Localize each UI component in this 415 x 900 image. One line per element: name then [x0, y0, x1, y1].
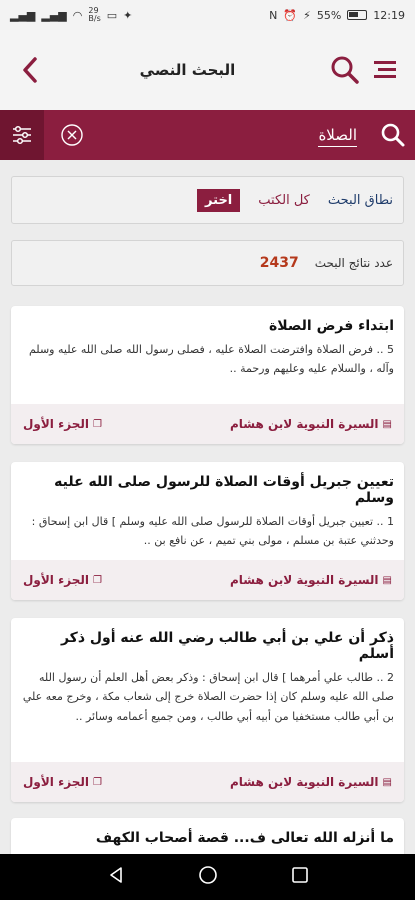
nfc-icon: N — [269, 8, 278, 22]
result-snippet: 5 .. فرض الصلاة وافترضت الصلاة عليه ، فصلى رسول الله صلى الله عليه وسلم وآله ، والسلام عليه وعليهم ورحمة .. — [28, 343, 394, 376]
chevron-left-icon — [19, 55, 41, 85]
signal-icon: ▂▄▆ — [41, 8, 67, 22]
screen-icon: ▭ — [106, 8, 118, 22]
search-input[interactable] — [84, 126, 371, 144]
search-submit-button[interactable] — [371, 122, 415, 148]
result-book[interactable] — [230, 573, 392, 587]
result-card[interactable] — [11, 306, 404, 444]
search-query-text: الصلاة — [318, 126, 357, 147]
recents-nav-button[interactable] — [290, 865, 310, 889]
search-icon — [330, 55, 360, 85]
result-part[interactable] — [23, 775, 102, 789]
result-footer — [11, 560, 404, 600]
page-title: البحث النصي — [139, 61, 236, 79]
back-button[interactable] — [12, 52, 48, 88]
data-speed: 29 B/s — [88, 6, 101, 23]
result-title: ابتداء فرض الصلاة — [268, 318, 394, 334]
search-scope — [11, 176, 404, 224]
battery-icon — [347, 10, 367, 20]
clock: 12:19 — [373, 8, 405, 22]
app-bar — [0, 30, 415, 110]
recents-nav-icon — [290, 865, 310, 885]
scope-choose-button[interactable]: اختر — [197, 189, 240, 212]
results-count-value: 2437 — [259, 255, 299, 271]
wifi-icon: ◠ — [72, 8, 83, 22]
status-bar — [0, 0, 415, 30]
open-book-icon: ❐ — [92, 776, 102, 788]
book-icon: ▤ — [382, 776, 392, 788]
home-nav-button[interactable] — [197, 864, 219, 890]
book-icon: ▤ — [382, 418, 392, 430]
scope-option-all-books[interactable]: كل الكتب — [258, 192, 310, 208]
signal-icon: ⚡ — [303, 8, 311, 22]
result-snippet: 2 .. طالب علي أمرهما ] قال ابن إسحاق : وذكر بعض أهل العلم أن رسول الله صلى الله عليه وسلم كان إذا حضرت الصلاة خرج إلى شعاب مكة ، وخرج معه علي بن أبي طالب مستخفيا من أبيه أبي طالب ، ومن جميع أعمامه وسائر .. — [22, 671, 394, 723]
twitter-icon: ✦ — [123, 8, 133, 22]
result-book[interactable] — [230, 417, 392, 431]
result-part-name: الجزء الأول — [23, 417, 89, 431]
result-title: تعيين جبريل أوقات الصلاة للرسول صلى الله عليه وسلم — [54, 474, 394, 506]
result-snippet: 1 .. تعيين جبريل أوقات الصلاة للرسول صلى الله عليه وسلم ] قال ابن إسحاق : وحدثني عتبة بن مسلم ، مولى بني تميم ، عن نافع بن .. — [31, 515, 394, 548]
signal-icon: ▂▄▆ — [10, 8, 36, 22]
search-bar — [0, 110, 415, 160]
close-circle-icon — [60, 123, 84, 147]
result-title: ما أنزله الله تعالى ف... قصة أصحاب الكهف — [95, 830, 394, 846]
result-part-name: الجزء الأول — [23, 775, 89, 789]
result-title: ذكر أن علي بن أبي طالب رضي الله عنه أول ذكر أسلم — [60, 630, 394, 662]
result-card[interactable] — [11, 462, 404, 600]
result-part[interactable] — [23, 573, 102, 587]
back-nav-button[interactable] — [106, 865, 126, 889]
home-nav-icon — [197, 864, 219, 886]
results-count-label: عدد نتائج البحث — [314, 256, 393, 270]
search-icon — [380, 122, 406, 148]
open-book-icon: ❐ — [92, 418, 102, 430]
menu-button[interactable] — [367, 52, 403, 88]
result-part[interactable] — [23, 417, 102, 431]
system-nav-bar — [0, 854, 415, 900]
result-card[interactable] — [11, 618, 404, 802]
search-button[interactable] — [327, 52, 363, 88]
menu-icon — [372, 59, 398, 81]
result-book-name: السيرة النبوية لابن هشام — [229, 775, 379, 789]
back-nav-icon — [106, 865, 126, 885]
battery-percent: 55% — [316, 8, 342, 22]
result-book[interactable] — [230, 775, 392, 789]
scope-label: نطاق البحث — [327, 192, 393, 208]
sliders-icon — [11, 124, 33, 146]
book-icon: ▤ — [382, 574, 392, 586]
result-book-name: السيرة النبوية لابن هشام — [229, 573, 379, 587]
result-book-name: السيرة النبوية لابن هشام — [229, 417, 379, 431]
open-book-icon: ❐ — [92, 574, 102, 586]
clear-search-button[interactable] — [60, 123, 84, 147]
result-part-name: الجزء الأول — [23, 573, 89, 587]
results-count — [11, 240, 404, 286]
result-footer — [11, 404, 404, 444]
filter-button[interactable] — [0, 110, 44, 160]
result-footer — [11, 762, 404, 802]
alarm-icon: ⏰ — [283, 8, 298, 22]
